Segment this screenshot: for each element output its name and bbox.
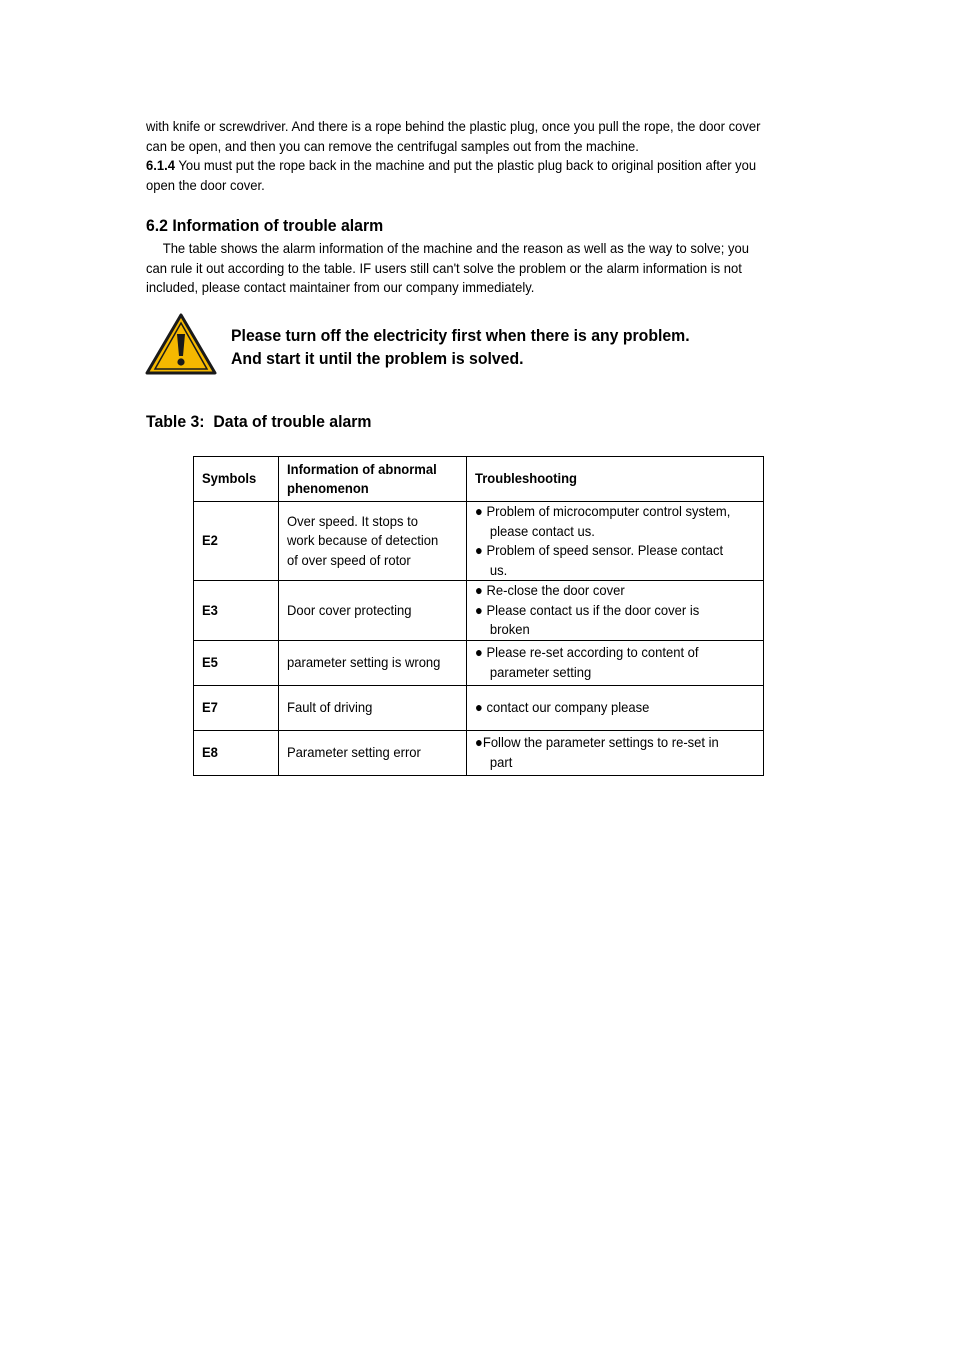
fix-item: ● Problem of speed sensor. Please contact us. bbox=[475, 542, 724, 578]
cell-info: Door cover protecting bbox=[279, 581, 467, 641]
trouble-alarm-table bbox=[193, 456, 764, 776]
table-caption: Table 3: Data of trouble alarm bbox=[146, 412, 372, 431]
fix-item: ● contact our company please bbox=[475, 698, 650, 715]
fix-item: ● Problem of microcomputer control system, please contact us. bbox=[475, 503, 731, 539]
step-text: You must put the rope back in the machine and put the plastic plug back to original position after you open the door cover. bbox=[146, 157, 757, 193]
fix-item: ● Please re-set according to content of parameter setting bbox=[475, 644, 699, 680]
cell-fix bbox=[467, 502, 764, 581]
step-label: 6.1.4 bbox=[146, 157, 175, 173]
cell-fix bbox=[467, 730, 764, 775]
header-symbols: Symbols bbox=[194, 457, 279, 502]
table-row bbox=[194, 640, 764, 685]
warning-line-1: Please turn off the electricity first when there is any problem. bbox=[231, 326, 690, 345]
header-information: Information of abnormal phenomenon bbox=[279, 457, 467, 502]
fix-item: ●Follow the parameter settings to re-set in part bbox=[475, 734, 719, 770]
cell-info: Parameter setting error bbox=[279, 730, 467, 775]
cell-info: parameter setting is wrong bbox=[279, 640, 467, 685]
table-row bbox=[194, 502, 764, 581]
cell-fix bbox=[467, 581, 764, 641]
cell-info: Fault of driving bbox=[279, 685, 467, 730]
cell-symbol: E7 bbox=[194, 685, 279, 730]
table-header-row bbox=[194, 457, 764, 502]
table-row bbox=[194, 581, 764, 641]
warning-message bbox=[231, 324, 690, 370]
cell-symbol: E8 bbox=[194, 730, 279, 775]
intro-paragraph bbox=[146, 117, 769, 195]
cell-symbol: E5 bbox=[194, 640, 279, 685]
cell-fix bbox=[467, 685, 764, 730]
warning-line-2: And start it until the problem is solved. bbox=[231, 349, 524, 368]
cell-symbol: E2 bbox=[194, 502, 279, 581]
section-heading: 6.2 Information of trouble alarm bbox=[146, 216, 384, 235]
fix-item: ● Please contact us if the door cover is broken bbox=[475, 601, 700, 637]
table-row bbox=[194, 685, 764, 730]
table-row bbox=[194, 730, 764, 775]
cell-fix bbox=[467, 640, 764, 685]
cell-info: Over speed. It stops to work because of detection of over speed of rotor bbox=[279, 502, 467, 581]
intro-line-1: with knife or screwdriver. And there is a rope behind the plastic plug, once you pull the rope, the door cover bbox=[146, 118, 761, 134]
fix-item: ● Re-close the door cover bbox=[475, 582, 625, 598]
section-body: The table shows the alarm information of the machine and the reason as well as the way to solve; you can rule it out according to the table. IF users still can't solve the problem or the alarm information is not included, please contact maintainer from our company immediately. bbox=[146, 240, 749, 295]
intro-line-2: can be open, and then you can remove the centrifugal samples out from the machine. bbox=[146, 137, 639, 154]
header-troubleshooting: Troubleshooting bbox=[467, 457, 764, 502]
warning-triangle-icon bbox=[145, 312, 217, 376]
cell-symbol: E3 bbox=[194, 581, 279, 641]
